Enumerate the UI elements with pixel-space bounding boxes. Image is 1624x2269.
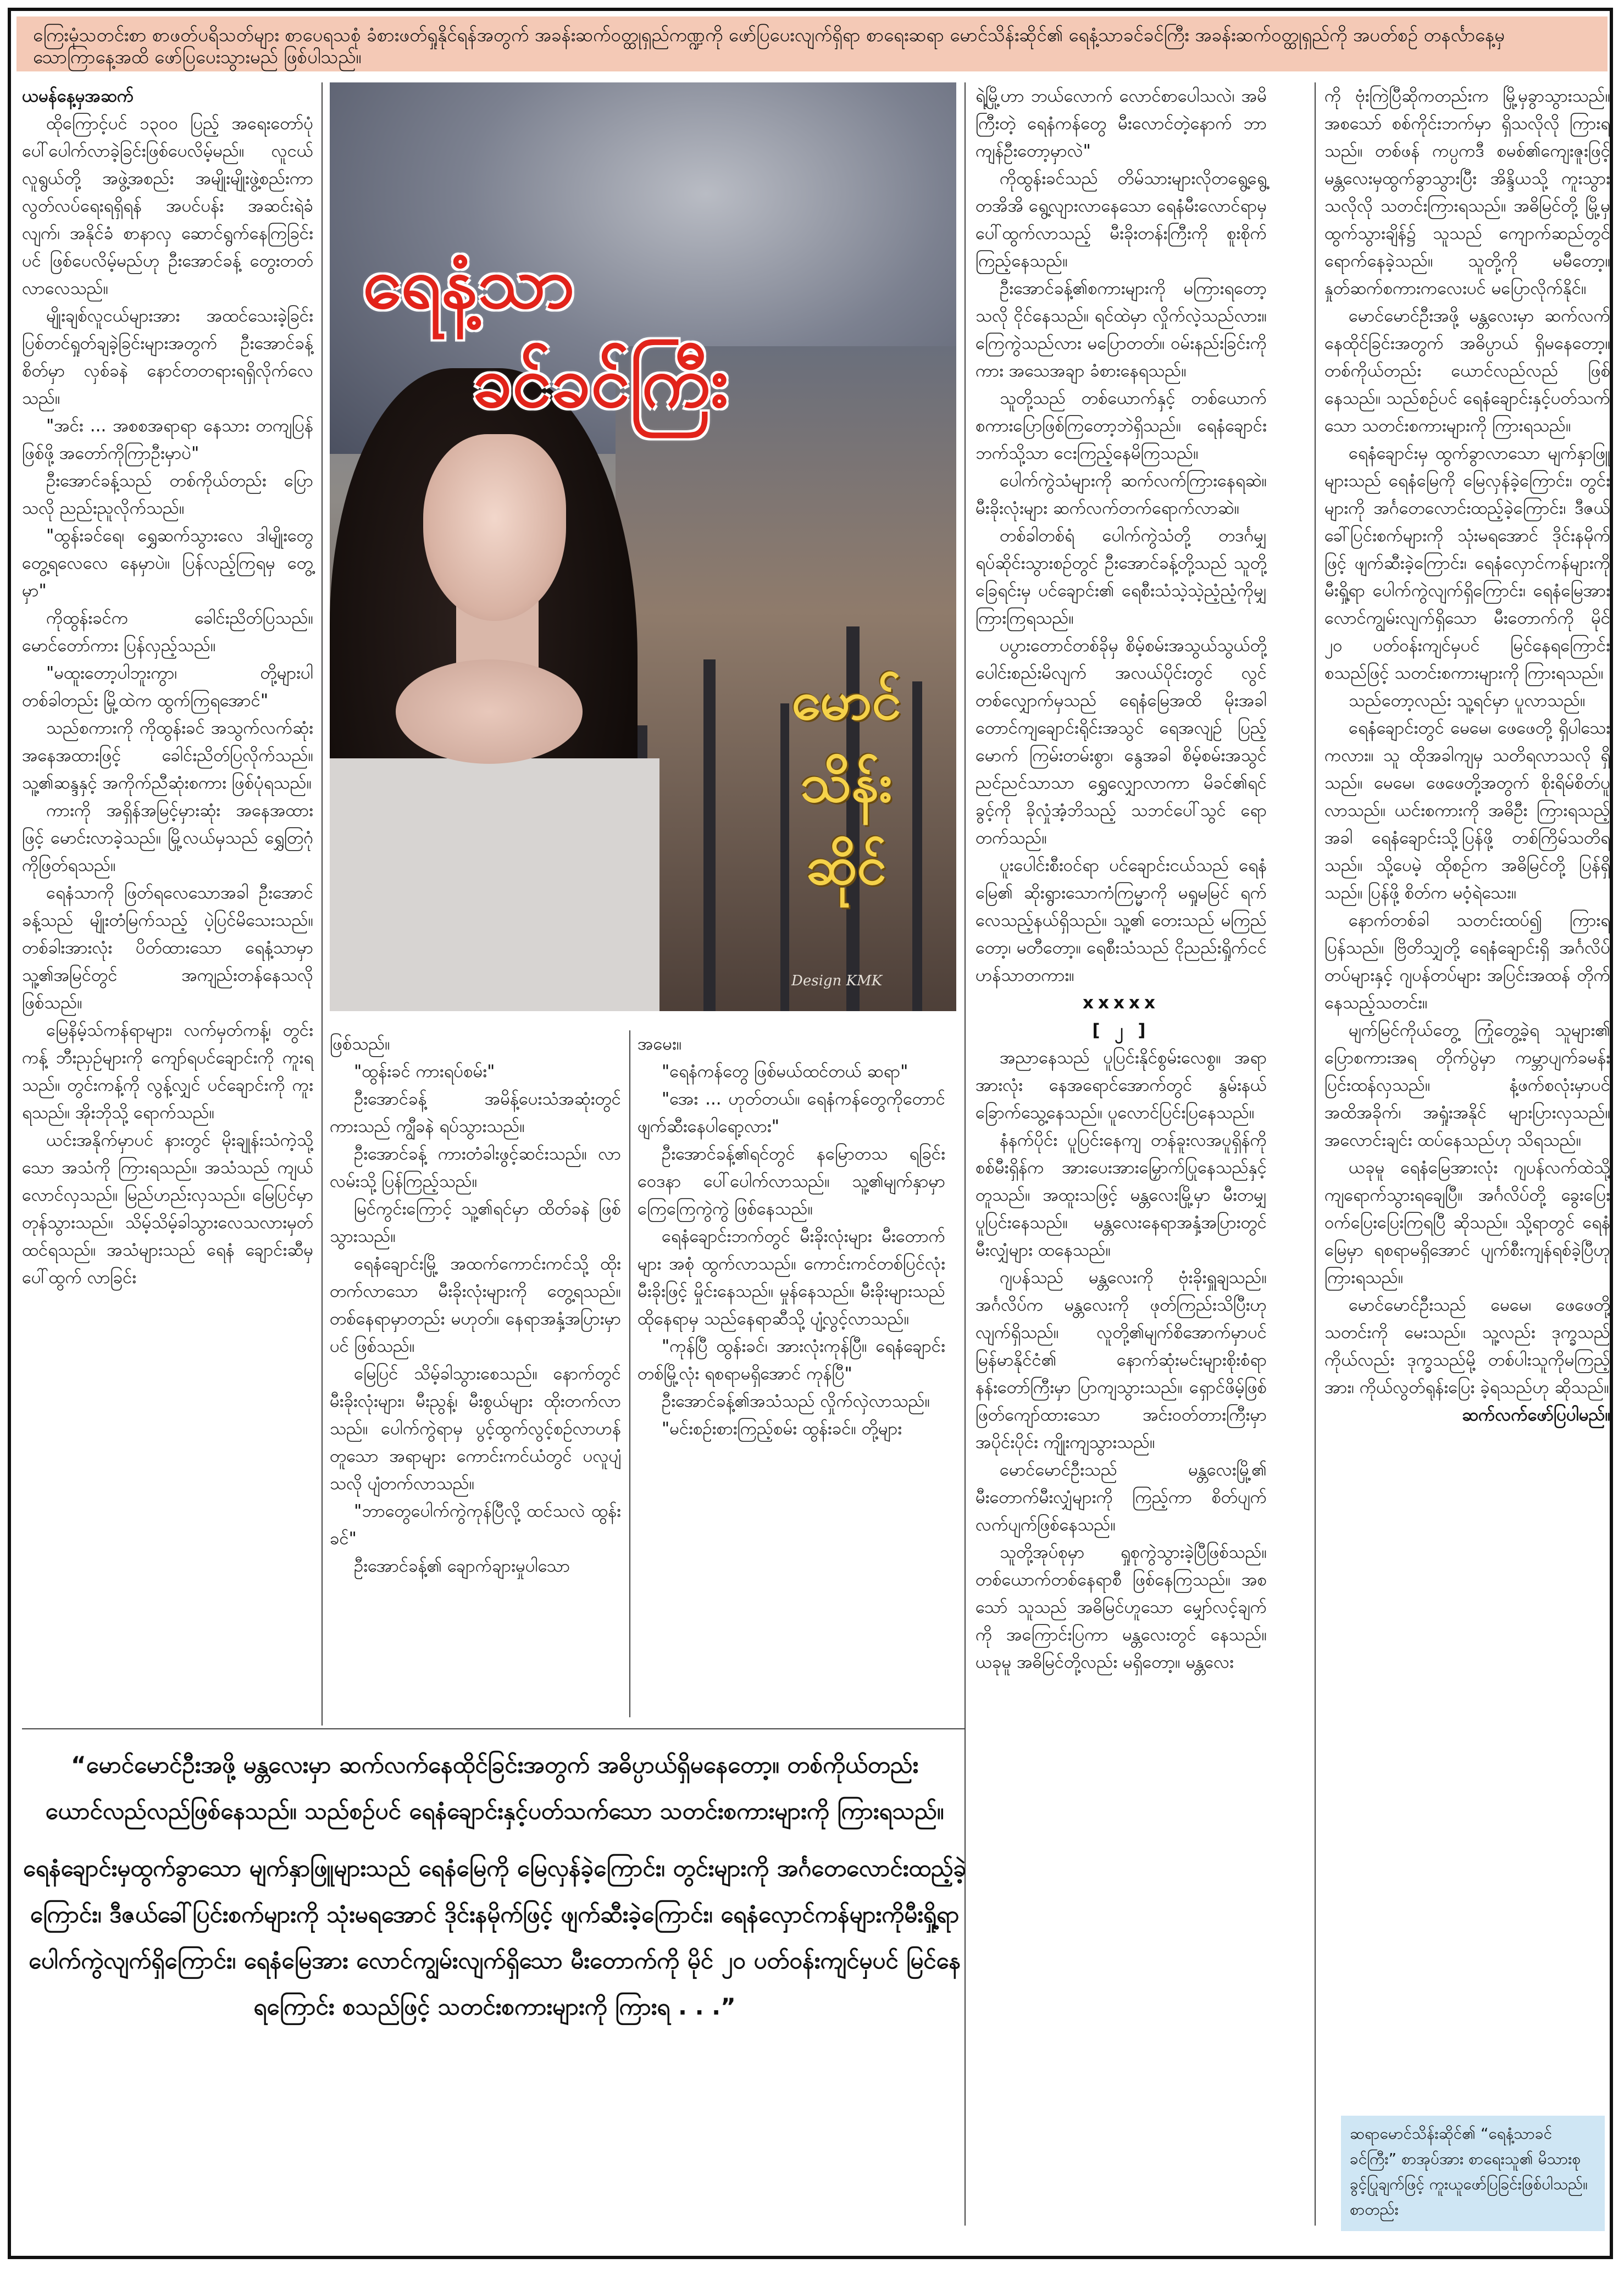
- paragraph: "ထွန်းခင်ရေ၊ ရွှေဆက်သွားလေ ဒါမျိုးတွေ တွေ့ရလေလေ နေမှာပဲ။ ပြန်လည့်ကြရမှ တွေ့မှာ": [22, 526, 313, 601]
- paragraph: "ထွန်းခင် ကားရပ်စမ်း": [354, 1062, 495, 1081]
- article-column-5: [1324, 82, 1610, 2072]
- paragraph: ရေနံချောင်းမြို့ အထက်ကောင်းကင်သို့ ထိုးတက်လာသော မီးခိုးလုံးများကို တွေ့ရသည်။ တစ်နေရာမှာတည်း မဟုတ်။ နေရာအနှံ့အပြားမှာပင် ဖြစ်သည်။: [330, 1254, 621, 1356]
- article-column-1: [22, 82, 313, 1720]
- paragraph: ဦးအောင်ခန့်၏စကားများကို မကြားရတော့သလို ငိုင်နေသည်။ ရင်ထဲမှာ လှိုက်လဲ့သည်လား။ ကြေကွဲသည်လား မပြောတတ်။ ဝမ်းနည်းခြင်းကိုကား အသေအချာ ခံစားနေရသည်။: [975, 279, 1267, 381]
- paragraph: ရဲ့မြို့ဟာ ဘယ်လောက် လောင်စာပေါသလဲ၊ အမိကြီးတဲ့ ရေနံကန်တွေ မီးလောင်တဲ့နောက် ဘာကျန်ဦးတော့မှာလဲ": [975, 86, 1267, 161]
- cover-author: [747, 659, 945, 907]
- paragraph: ယခုမူ ရေနံမြေအားလုံး ဂျပန်လက်ထဲသို့ ကျရောက်သွားရချေပြီ။ အင်္ဂလိပ်တို့ ခွေးပြေးဝက်ပြေးပြေးကြရပြီ ဆိုသည်။ သို့ရာတွင် ရေနံမြေမှာ ရစရာမရှိအောင် ပျက်စီးကျန်ရစ်ခဲ့ပြီဟု ကြားရသည်။: [1324, 1158, 1610, 1288]
- paragraph: ရေနံချောင်းမှ ထွက်ခွာလာသော မျက်နှာဖြူများသည် ရေနံမြေကို မြေလှန်ခဲ့ကြောင်း၊ တွင်းများကို အင်္ဂတေလောင်းထည့်ခဲ့ကြောင်း၊ ဒီဇယ်ခေါ်ပြင်းစက်များကို သုံးမရအောင် ဒိုင်းနမိုက်ဖြင့် ဖျက်ဆီးခဲ့ကြောင်း၊ ရေနံလှောင်ကန်များကို မီးရှို့ရာ ပေါက်ကွဲလျက်ရှိကြောင်း၊ ရေနံမြေအား လောင်ကျွမ်းလျက်ရှိသော မီးတောက်ကို မိုင် ၂၀ ပတ်ဝန်းကျင်မှပင် မြင်နေရကြောင်း စသည်ဖြင့် သတင်းစကားများကို ကြားရသည်။: [1324, 443, 1610, 683]
- paragraph: ဦးအောင်ခန့် အမိန့်ပေးသံအဆုံးတွင် ကားသည် ကျွီခနဲ ရပ်သွားသည်။: [330, 1089, 621, 1136]
- paragraph: "မင်းစဉ်းစားကြည့်စမ်း ထွန်းခင်။ တို့များ: [662, 1419, 902, 1439]
- chapter-number: [ ၂ ]: [1092, 1020, 1150, 1040]
- paragraph: မောင်မောင်ဦးသည် မန္တလေးမြို့၏ မီးတောက်မီးလျှံများကို ကြည့်ကာ စိတ်ပျက်လက်ပျက်ဖြစ်နေသည်။: [975, 1460, 1267, 1535]
- cover-design-credit: Design KMK: [791, 973, 883, 989]
- article-column-2: [330, 1030, 621, 1712]
- cover-title-line-1: ရေနံ့သာ: [363, 242, 575, 324]
- section-separator: xxxxx: [1083, 993, 1160, 1013]
- continuation-label: ယမန်နေ့မှအဆက်: [22, 86, 134, 106]
- paragraph: ရေနံချောင်းဘက်တွင် မီးခိုးလုံးများ မီးတောက်များ အစုံ ထွက်လာသည်။ ကောင်းကင်တစ်ပြင်လုံး မီးခိုးဖြင့် မှိုင်းနေသည်။ မှုန်နေသည်။ မီးခိုးများသည် ထိုနေရာမှ သည်နေရာဆီသို့ ပျံ့လွင့်လာသည်။: [638, 1227, 945, 1329]
- paragraph: အမေး။: [638, 1034, 682, 1054]
- intro-banner: ကြေးမုံသတင်းစာ စာဖတ်ပရိသတ်များ စာပေရသစုံ ခံစားဖတ်ရှုနိုင်ရန်အတွက် အခန်းဆက်ဝတ္ထုရှည်ကဏ္ဍကို ဖော်ပြပေးလျက်ရှိရာ စာရေးဆရာ မောင်သိန်းဆိုင်၏ ရေနံ့သာခင်ခင်ကြီး အခန်းဆက်ဝတ္ထုရှည်ကို အပတ်စဉ် တနင်္လာနေ့မှ သောကြာနေ့အထိ ဖော်ပြပေးသွားမည် ဖြစ်ပါသည်။: [16, 16, 1608, 71]
- paragraph: သည်စကားကို ကိုထွန်းခင် အသွက်လက်ဆုံး အနေအထားဖြင့် ခေါင်းညိတ်ပြလိုက်သည်။ သူ့၏ဆန္ဒနှင့် အကိုက်ညီဆုံးစကား ဖြစ်ပုံရသည်။: [22, 718, 313, 793]
- paragraph: မျိုးချစ်လူငယ်များအား အထင်သေးခဲ့ခြင်း ပြစ်တင်ရှုတ်ချခဲ့ခြင်းများအတွက် ဦးအောင်ခန့်စိတ်မှာ လှစ်ခနဲ နောင်တတရားရရှိလိုက်လေသည်။: [22, 306, 313, 408]
- paragraph: ရေနံချောင်းတွင် မေမေ၊ ဖေဖေတို့ ရှိပါသေးကလား။ သူ ထိုအခါကျမှ သတိရလာသလို ရှိသည်။ မေမေ၊ ဖေဖေတို့အတွက် စိုးရိမ်စိတ်ပူလာသည်။ ယင်းစကားကို အဓိဦး ကြားရသည့်အခါ ရေနံချောင်းသို့ပြန်ဖို့ တစ်ကြိမ်သတိရသည်။ သို့ပေမဲ့ ထိုစဉ်က အဓိမြင်တို့ ပြန်ရှိသည်။ ပြန်ဖို့ စိတ်က မဝံ့ရဲသေး။: [1324, 718, 1610, 903]
- column-divider: [629, 1030, 630, 1717]
- article-column-3: [638, 1030, 945, 1712]
- paragraph: ဦးအောင်ခန့်၏ ချောက်ချားမှုပါသော: [354, 1556, 570, 1576]
- woman-shirt: [330, 758, 659, 1011]
- paragraph: "ကုန်ပြီ ထွန်းခင်၊ အားလုံးကုန်ပြီ။ ရေနံချောင်းတစ်မြို့လုံး ရစရာမရှိအောင် ကုန်ပြီ": [638, 1336, 945, 1384]
- paragraph: သူတို့သည် တစ်ယောက်နှင့် တစ်ယောက် စကားပြောဖြစ်ကြတော့ဘဲရှိသည်။ ရေနံချောင်းဘက်သို့သာ ငေးကြည့်နေမိကြသည်။: [975, 389, 1267, 463]
- paragraph: ပပွားတောင်တစ်ခိုမှ စိမ့်စမ်းအသွယ်သွယ်တို့ ပေါင်းစည်းမိလျက် အလယ်ပိုင်းတွင် လွင်တစ်လျှောက်မှသည် ရေနံမြေအထိ မိုးအခါ တောင်ကျချောင်းရိုင်းအသွင် ရေအလျဉ် ပြည့်မောက် ကြမ်းတမ်းစွာ၊ နွေအခါ စိမ့်စမ်းအသွင် ညင်ညင်သာသာ ရွှေလျှောလာကာ မိခင်၏ရင်ခွင့်ကို ခိုလှုံအံ့ဘိသည့် သဘင်ပေါ်သွင် ရောတက်သည်။: [975, 636, 1267, 848]
- paragraph: ဂျပန်သည် မန္တလေးကို ဗုံးခိုးရှူချသည်။ အင်္ဂလိပ်က မန္တလေးကို ဖုတ်ကြည်းသိပြီးဟုလျက်ရှိသည်။ လူတို့၏မျက်စိအောက်မှာပင် မြန်မာနိုင်ငံ၏ နောက်ဆုံးမင်းများစိုးစံရာ နန်းတော်ကြီးမှာ ပြာကျသွားသည်။ ရှောင်ဖိမ့်ဖြစ် ဖြတ်ကျော်ထားသော အင်းဝတ်တားကြီးမှာ အပိုင်းပိုင်း ကျိုးကျသွားသည်။: [975, 1268, 1267, 1452]
- paragraph: ဦးအောင်ခန့်၏ရင်တွင် နမြောတသ ရခြင်းဝေဒနာ ပေါ်ပေါက်လာသည်။ သူ့၏မျက်နှာမှာ ကြေကြေကွဲကွဲ ဖြစ်နေသည်။: [638, 1144, 945, 1219]
- section-divider: [22, 1728, 965, 1729]
- paragraph: သည်တော့လည်း သူ့ရင်မှာ ပူလာသည်။: [1349, 691, 1586, 711]
- paragraph: မောင်မောင်ဦးသည် မေမေ၊ ဖေဖေတို့ သတင်းကို မေးသည်။ သူ့လည်း ဒုက္ခသည် ကိုယ်လည်း ဒုက္ခသည်မို့ တစ်ပါးသူကိုမကြည့်အား၊ ကိုယ်လွတ်ရုန်းပြေး ခဲ့ရသည်ဟု ဆိုသည်။: [1324, 1295, 1610, 1397]
- paragraph: "အင်း ... အစစအရာရာ နေသား တကျပြန်ဖြစ်ဖို့ အတော်ကိုကြာဦးမှာပဲ": [22, 416, 313, 463]
- paragraph: ပူးပေါင်းစီးဝင်ရာ ပင်ချောင်းငယ်သည် ရေနံမြေ၏ ဆိုးရွားသောကံကြမ္မာကို မရှုမမြင် ရက်လေသည့်နယ်ရှိသည်။ သူ့၏ တေးသည် မကြည်တော့၊ မတီတော့။ ရေစီးသံသည် ငိုညည်းရှိုက်ငင်ဟန်သာတကား။: [975, 856, 1267, 985]
- pull-quote: [22, 1742, 967, 2226]
- cover-title-line-2: ခင်ခင်ကြီး: [473, 341, 729, 423]
- paragraph: ကိုထွန်းခင်သည် တိမ်သားများလိုတရွေ့ရွေ့ တအိအိ ရွေ့လျားလာနေသော ရေနံမီးလောင်ရာမှ ပေါ်ထွက်လာသည့် မီးခိုးတန်းကြီးကို စူးစိုက်ကြည့်နေသည်။: [975, 169, 1267, 271]
- paragraph: ထိုကြောင့်ပင် ၁၃၀၀ ပြည့် အရေးတော်ပုံ ပေါ်ပေါက်လာခဲ့ခြင်းဖြစ်ပေလိမ့်မည်။ လူငယ်လူရွယ်တို့ အဖွဲ့အစည်း အမျိုးမျိုးဖွဲ့စည်းကာ လွတ်လပ်ရေးရရှိရန် အပင်ပန်း အဆင်းရဲခံလျက်၊ အနိုင်ခံ စာနာလှ ဆောင်ရွက်နေကြခြင်းပင် ဖြစ်ပေလိမ့်မည်ဟု ဦးအောင်ခန့် တွေးတတ်လာလေသည်။: [22, 114, 313, 298]
- derrick: [703, 659, 716, 1011]
- pull-quote-paragraph: ရေနံချောင်းမှထွက်ခွာသော မျက်နှာဖြူများသည် ရေနံမြေကို မြေလှန်ခဲ့ကြောင်း၊ တွင်းများကို အင်္ဂတေလောင်းထည့်ခဲ့ကြောင်း၊ ဒီဇယ်ခေါ်ပြင်းစက်များကို သုံးမရအောင် ဒိုင်းနမိုက်ဖြင့် ဖျက်ဆီးခဲ့ကြောင်း၊ ရေနံလှောင်ကန်များကိုမီးရှို့ရာ ပေါက်ကွဲလျက်ရှိကြောင်း၊ ရေနံမြေအား လောင်ကျွမ်းလျက်ရှိသော မီးတောက်ကို မိုင် ၂၀ ပတ်ဝန်းကျင်မှပင် မြင်နေရကြောင်း စသည်ဖြင့် သတင်းစကားများကို ကြားရ . . .”: [23, 1855, 967, 2020]
- paragraph: "အေး ... ဟုတ်တယ်။ ရေနံကန်တွေကိုတောင် ဖျက်ဆီးနေပါရော့လား": [638, 1089, 945, 1136]
- paragraph: မျက်မြင်ကိုယ်တွေ့ ကြုံတွေ့ခဲ့ရ သူများ၏ ပြောစကားအရ တိုက်ပွဲမှာ ကမ္ဘာပျက်ခမန်း ပြင်းထန်လှသည်။ နံ့ဖက်စလုံးမှာပင် အထိအခိုက်၊ အရှုံးအနိုင် များပြားလှသည်။ အလောင်းချင်း ထပ်နေသည်ဟု သိရသည်။: [1324, 1020, 1610, 1150]
- to-be-continued: ဆက်လက်ဖော်ပြပါမည်။: [1462, 1405, 1610, 1425]
- paragraph: "ဘာတွေပေါက်ကွဲကုန်ပြီလို့ ထင်သလဲ ထွန်းခင်": [330, 1501, 621, 1549]
- paragraph: မောင်မောင်ဦးအဖို့ မန္တလေးမှာ ဆက်လက် နေထိုင်ခြင်းအတွက် အဓိပ္ပာယ် ရှိမနေတော့။ တစ်ကိုယ်တည်း ယောင်လည်လည် ဖြစ်နေသည်။ သည်စဉ်ပင် ရေနံချောင်းနှင့်ပတ်သက်သော သတင်းစကားများကို ကြားရသည်။: [1324, 306, 1610, 436]
- paragraph: ရေနံသာကို ဖြတ်ရလေသောအခါ ဦးအောင်ခန့်သည် မျိုးတံမြက်သည့် ပဲ့ပြင်မိသေးသည်။ တစ်ခါးအားလုံး ပိတ်ထားသော ရေနံ့သာမှာ သူ့၏အမြင်တွင် အကျည်းတန်နေသလို ဖြစ်သည်။: [22, 883, 313, 1013]
- pull-quote-paragraph: “မောင်မောင်ဦးအဖို့ မန္တလေးမှာ ဆက်လက်နေထိုင်ခြင်းအတွက် အဓိပ္ပာယ်ရှိမနေတော့။ တစ်ကိုယ်တည်း ယောင်လည်လည်ဖြစ်နေသည်။ သည်စဉ်ပင် ရေနံချောင်းနှင့်ပတ်သက်သော သတင်းစကားများကို ကြားရသည်။: [45, 1751, 944, 1824]
- cover-author-line: မောင်: [791, 669, 901, 731]
- paragraph: ယင်းအနိုက်မှာပင် နားတွင် မိုးချုန်းသံကဲ့သို့သော အသံကို ကြားရသည်။ အသံသည် ကျယ်လောင်လှသည်။ မြည်ဟည်းလှသည်။ မြေပြင်မှာ တုန်သွားသည်။ သိမ့်သိမ့်ခါသွားလေသလားမှတ်ထင်ရသည်။ အသံများသည် ရေနံ ချောင်းဆီမှ ပေါ်ထွက် လာခြင်း: [22, 1130, 313, 1288]
- paragraph: "ရေနံကန်တွေ ဖြစ်မယ်ထင်တယ် ဆရာ": [662, 1062, 908, 1081]
- article-column-4: [975, 82, 1267, 2204]
- paragraph: အညာနေသည် ပူပြင်းနိုင်စွမ်းလေစွ။ အရာအားလုံး နေအရောင်အောက်တွင် နွမ်းနယ်ခြောက်သွေ့နေသည်။ ပူလောင်ပြင်းပြနေသည်။: [975, 1048, 1267, 1123]
- paragraph: ကားကို အရှိန်အမြင့်မှားဆုံး အနေအထားဖြင့် မောင်းလာခဲ့သည်။ မြို့လယ်မှသည် ရွှေတြဂုံကိုဖြတ်ရသည်။: [22, 801, 313, 875]
- paragraph: "မထူးတော့ပါဘူးကွာ၊ တို့များပါ တစ်ခါတည်း မြို့ထဲက ထွက်ကြရအောင်": [22, 663, 313, 711]
- column-divider: [322, 82, 323, 1726]
- editor-note: ဆရာမောင်သိန်းဆိုင်၏ “ရေနံ့သာခင်ခင်ကြီး” စာအုပ်အား စာရေးသူ၏ မိသားစု ခွင့်ပြုချက်ဖြင့် ကူးယူဖော်ပြခြင်းဖြစ်ပါသည်။ စာတည်း: [1341, 2116, 1605, 2231]
- cover-author-line: ဆိုင်: [806, 834, 887, 896]
- paragraph: ဦးအောင်ခန့် ကားတံခါးဖွင့်ဆင်းသည်။ လာလမ်းသို့ ပြန်ကြည့်သည်။: [330, 1144, 621, 1191]
- paragraph: ကိုထွန်းခင်က ခေါင်းညိတ်ပြသည်။ မောင်တော်ကား ပြန်လှည့်သည်။: [22, 608, 313, 656]
- paragraph: မြင်ကွင်းကြောင့် သူ့၏ရင်မှာ ထိတ်ခနဲ ဖြစ်သွားသည်။: [330, 1199, 621, 1246]
- column-divider: [1315, 82, 1316, 2226]
- woman-face: [423, 434, 566, 621]
- paragraph: ကို ဗုံးကြဲပြီဆိုကတည်းက မြို့မှခွာသွားသည်။ အစသော် စစ်ကိုင်းဘက်မှာ ရှိသလိုလို ကြားရသည်။ တစ်ဖန် ကပ္ပကဒီ စမစ်၏ကျေးဇူးဖြင့် မန္တလေးမှထွက်ခွာသွားပြီး အိန္ဒိယသို့ ကူးသွားသလိုလို သတင်းကြားရသည်။ အဓိမြင်တို့ မြို့မှ ထွက်သွားချိန်၌ သူသည် ကျောက်ဆည်တွင် ရောက်နေခဲ့သည်။ သူတို့ကို မမီတော့။ နှုတ်ဆက်စကားကလေးပင် မပြောလိုက်နိုင်။: [1324, 86, 1610, 298]
- paragraph: နံနက်ပိုင်း ပူပြင်းနေကျ တန်ခူးလအပူရှိန်ကို စစ်မီးရှိန်က အားပေးအားမြှောက်ပြုနေသည်နှင့်တူသည်။ အထူးသဖြင့် မန္တလေးမြို့မှာ မီးတမျှပူပြင်းနေသည်။ မန္တလေးနေရာအနှံ့အပြားတွင် မီးလျှံများ ထနေသည်။: [975, 1130, 1267, 1260]
- paragraph: ဦးအောင်ခန့်သည် တစ်ကိုယ်တည်း ပြောသလို ညည်းညူလိုက်သည်။: [22, 471, 313, 518]
- paragraph: ပေါက်ကွဲသံများကို ဆက်လက်ကြားနေရဆဲ။ မီးခိုးလုံးများ ဆက်လက်တက်ရောက်လာဆဲ။: [975, 471, 1267, 518]
- book-cover-image: [330, 82, 956, 1011]
- paragraph: ဦးအောင်ခန့်၏အသံသည် လှိုက်လှဲလာသည်။: [662, 1391, 930, 1411]
- cover-author-line: သိန်း: [800, 752, 893, 814]
- paragraph: သူတို့အုပ်စုမှာ ရှုစုကွဲသွားခဲ့ပြီဖြစ်သည်။ တစ်ယောက်တစ်နေရာစီ ဖြစ်နေကြသည်။ အစသော် သူသည် အဓိမြင်ဟူသော မျှော်လင့်ချက်ကို အကြောင်းပြကာ မန္တလေးတွင် နေသည်။ ယခုမူ အဓိမြင်တို့လည်း မရှိတော့။ မန္တလေး: [975, 1543, 1267, 1672]
- paragraph: မြေပြင် သိမ့်ခါသွားစေသည်။ နောက်တွင် မီးခိုးလုံးများ၊ မီးညွန့်၊ မီးစွယ်များ ထိုးတက်လာသည်။ ပေါက်ကွဲရာမှ ပွင့်ထွက်လွင့်စဉ်လာဟန်တူသော အရာများ ကောင်းကင်ယံတွင် ပလူပျံသလို ပျံတက်လာသည်။: [330, 1364, 621, 1494]
- paragraph: နောက်တစ်ခါ သတင်းထပ်၍ ကြားရပြန်သည်။ ဗြိတိသျှတို့ ရေနံချောင်းရှိ အင်္ဂလိပ်တပ်များနှင့် ဂျပန်တပ်များ အပြင်းအထန် တိုက်နေသည့်သတင်း။: [1324, 911, 1610, 1013]
- paragraph: ဖြစ်သည်။: [330, 1034, 390, 1054]
- woman-hand: [396, 659, 583, 764]
- paragraph: မြေနိမ့်သ်ကန်ရာများ၊ လက်မှတ်ကန့်၊ တွင်းကန့် ဘီးညှဉ်များကို ကျော်ရပင်ချောင်းကို ကူးရသည်။ တွင်းကန့်ကို လွန့်လျှင် ပင်ချောင်းကို ကူးရသည်။ အိုးဘိုသို့ ရောက်သည်။: [22, 1020, 313, 1123]
- paragraph: တစ်ခါတစ်ရံ ပေါက်ကွဲသံတို့ တဒင်္ဂမျှ ရပ်ဆိုင်းသွားစဉ်တွင် ဦးအောင်ခန့်တို့သည် သူတို့ခြေရင်းမှ ပင်ချောင်း၏ ရေစီးသံသဲ့သဲ့ညံ့ညံ့ကိုမျှ ကြားကြရသည်။: [975, 526, 1267, 628]
